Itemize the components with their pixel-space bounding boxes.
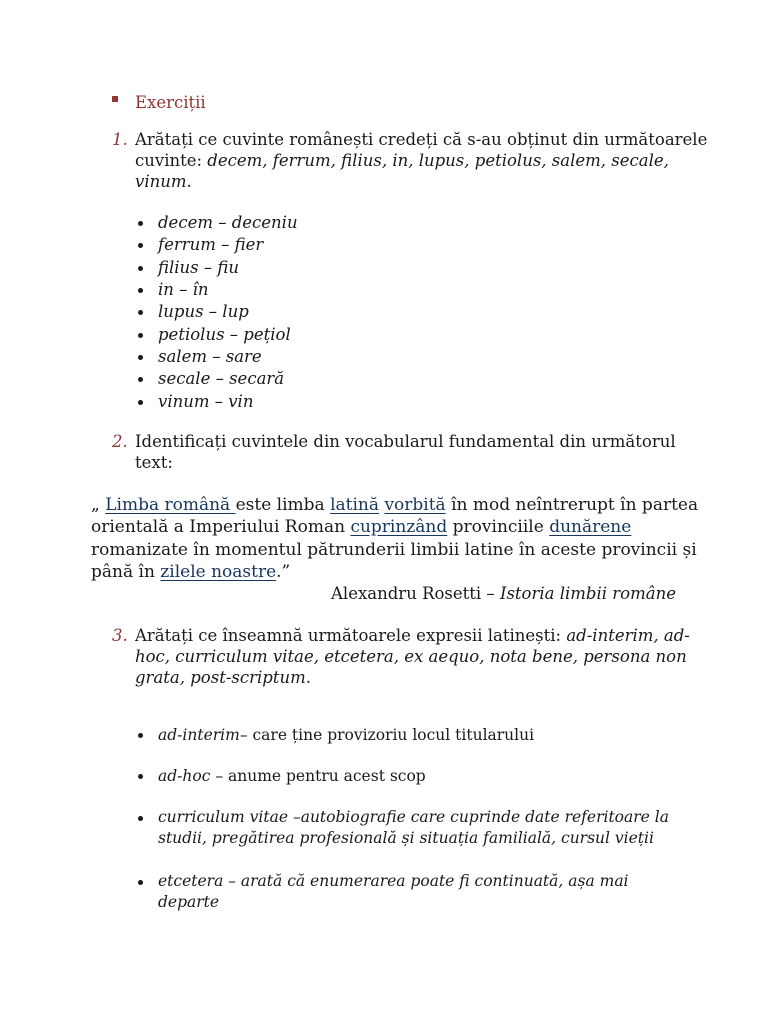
list-item [158,765,426,787]
latin-words: vinum [135,172,187,191]
bullet-icon [138,310,143,315]
fundamental-word: cuprinzând [350,517,448,537]
quote-text: orientală a Imperiului Roman [91,517,351,537]
latin-term: ad-hoc [158,767,211,785]
fundamental-word: vorbită [384,495,446,515]
quote-line-2 [91,516,631,538]
latin-words: decem, ferrum, filius, in, lupus, petiolus, salem, secale, [207,151,669,170]
quote-text: provinciile [447,517,550,537]
exercise-1-prompt-line2 [135,150,669,172]
fundamental-word: dunărene [549,517,632,537]
exercise-3-prompt-line1 [135,625,690,647]
bullet-icon [138,221,143,226]
exercise-3-prompt-line3 [135,667,311,689]
section-heading: Exerciții [135,93,206,112]
quote-text: este limba [235,495,331,515]
exercise-2-prompt-line2: text: [135,453,173,472]
bullet-icon [138,400,143,405]
list-item: ferrum – fier [158,235,264,254]
bullet-icon [138,266,143,271]
latin-words: ad-interim, ad- [566,626,690,645]
attribution-author: Alexandru Rosetti – [331,584,500,603]
fundamental-word: latină [330,495,380,515]
list-item [158,724,534,746]
exercise-3-prompt-line2: hoc, curriculum vitae, etcetera, ex aequo, nota bene, persona non [135,647,687,666]
quote-line-3: romanizate în momentul pătrunderii limbii latine în aceste provincii și [91,540,697,560]
quote-text: .” [276,562,291,582]
definition: – care ține provizoriu locul titularului [239,726,535,744]
list-item: vinum – vin [158,392,254,411]
bullet-icon [138,243,143,248]
attribution-title: Istoria limbii române [499,584,676,603]
quote-open-mark: „ [91,495,106,515]
bullet-icon [138,377,143,382]
bullet-icon [138,288,143,293]
bullet-icon [138,816,143,821]
bullet-icon [138,774,143,779]
list-item-line1: etcetera – arată că enumerarea poate fi continuată, așa mai [158,872,629,890]
list-item: lupus – lup [158,302,249,321]
bullet-icon [138,333,143,338]
list-item: in – în [158,280,209,299]
quote-text: până în [91,562,161,582]
exercise-2-number: 2. [112,432,128,451]
bullet-icon [138,733,143,738]
exercise-1-prompt-line3 [135,171,192,193]
fundamental-word: zilele noastre [160,562,277,582]
square-bullet-icon [112,96,118,102]
prompt-text: cuvinte: [135,151,208,170]
list-item: secale – secară [158,369,285,388]
list-item: salem – sare [158,347,262,366]
quote-line-1 [91,494,698,516]
list-item-line1: curriculum vitae –autobiografie care cuprinde date referitoare la [158,808,669,826]
exercise-3-number: 3. [112,626,128,645]
exercise-2-prompt-line1: Identificați cuvintele din vocabularul fundamental din următorul [135,432,676,451]
exercise-1-prompt-line1: Arătați ce cuvinte românești credeți că s-au obținut din următoarele [135,130,708,149]
list-item-line2: departe [158,893,220,911]
definition: – anume pentru acest scop [210,767,426,785]
prompt-end: . [186,172,192,191]
latin-term: ad-interim [158,726,240,744]
list-item: petiolus – pețiol [158,325,291,344]
list-item: filius – fiu [158,258,240,277]
bullet-icon [138,880,143,885]
quote-line-4 [91,561,290,583]
exercise-1-number: 1. [112,130,128,149]
quote-attribution [331,583,676,605]
prompt-end: . [305,668,312,687]
latin-words: grata, post-scriptum [135,668,306,687]
list-item-line2: studii, pregătirea profesională și situația familială, cursul vieții [158,829,654,847]
list-item: decem – deceniu [158,213,298,232]
prompt-text: Arătați ce înseamnă următoarele expresii latinești: [135,626,567,645]
bullet-icon [138,355,143,360]
fundamental-word: Limba română [105,495,236,515]
quote-text: în mod neîntrerupt în partea [445,495,699,515]
